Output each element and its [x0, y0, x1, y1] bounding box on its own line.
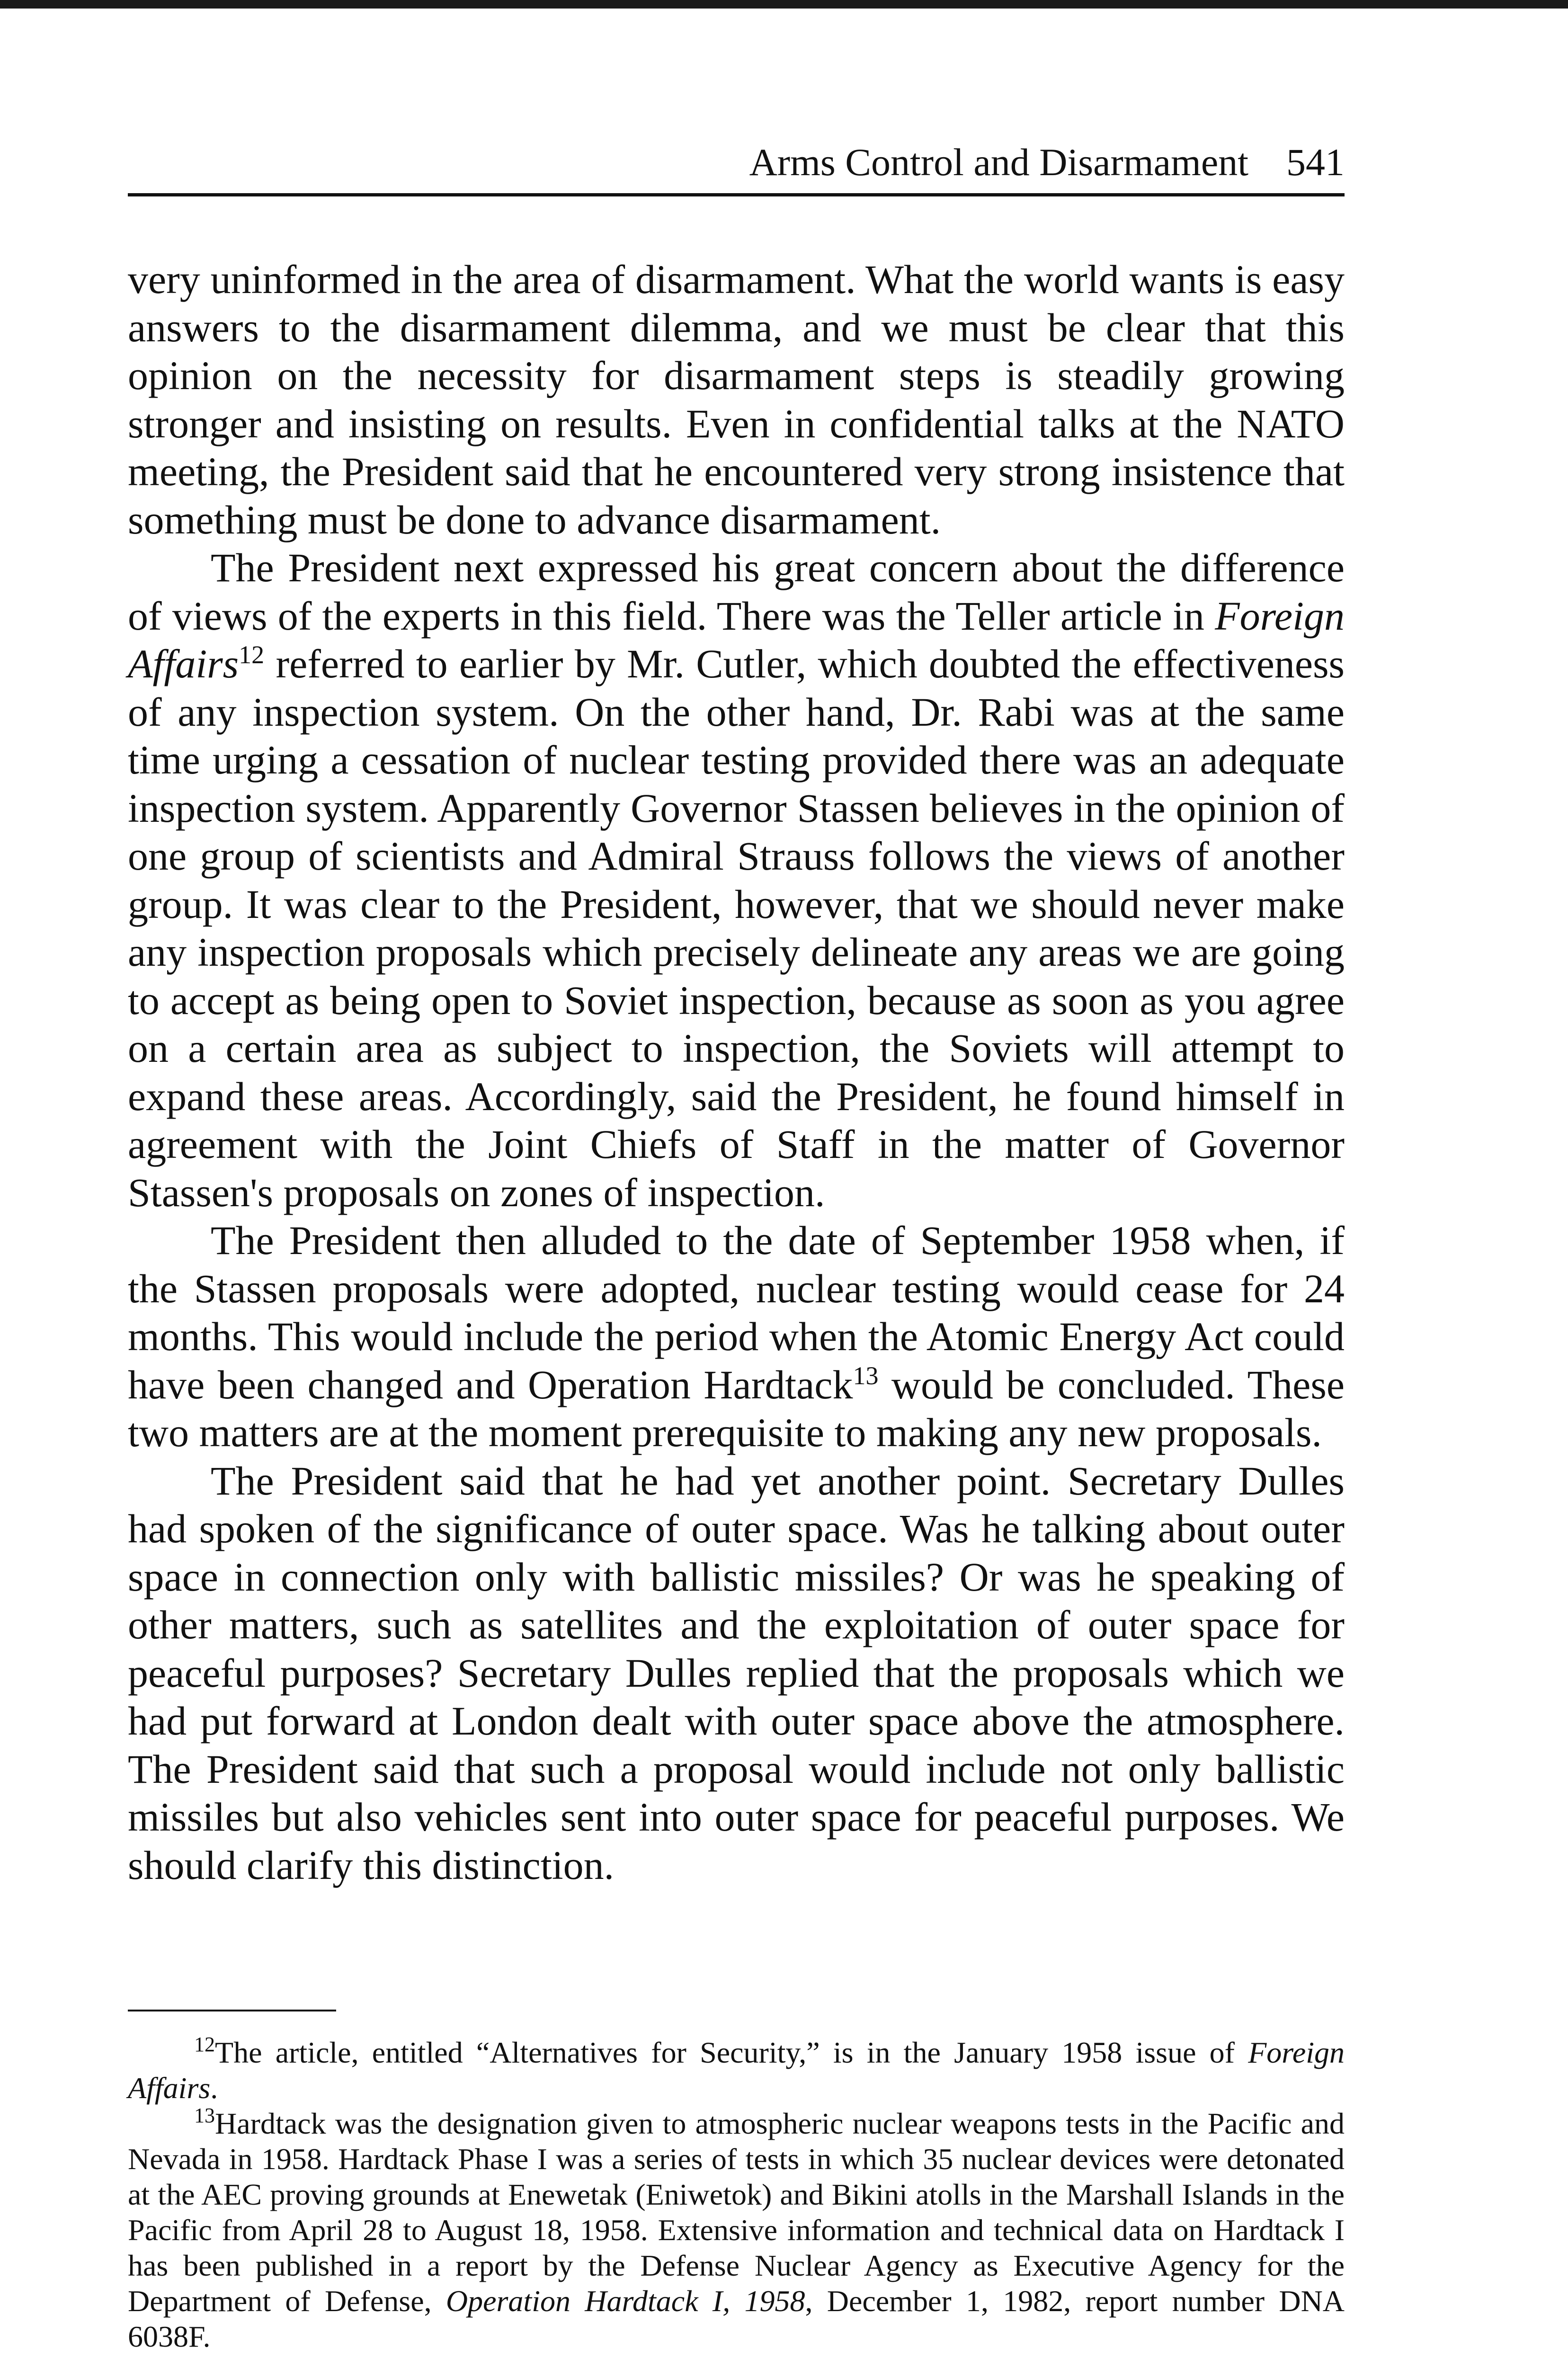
paragraph-1-text: very uninformed in the area of disarmament. What the world wants is easy answers to the disarmament dilemma, and we must be clear that this opinion on the necessity for disarmament steps is steadily growing stronger and insisting on results. Even in confidential talks at the NATO meeting, the President said that he encountered very strong insistence that something must be done to advance disarmament. — [128, 257, 1345, 543]
note-reference-12: 12 — [239, 641, 265, 669]
paragraph-3 — [128, 1217, 1345, 1457]
running-head-title: Arms Control and Disarmament — [749, 141, 1248, 184]
paragraph-1 — [128, 256, 1345, 544]
paragraph-2-text-b: referred to earlier by Mr. Cutler, which doubted the effectiveness of any inspection system. On the other hand, Dr. Rabi was at the same time urging a cessation of nuclear testing provided there was an adequate inspection system. Apparently Governor Stassen believes in the opinion of one group of scientists and Admiral Strauss follows the views of another group. It was clear to the President, however, that we should never make any inspection proposals which precisely delineate any areas we are going to accept as being open to Soviet inspection, because as soon as you agree on a certain area as subject to inspection, the Soviets will attempt to expand these areas. Accordingly, said the President, he found himself in agreement with the Joint Chiefs of Staff in the matter of Governor Stassen's proposals on zones of inspection. — [128, 641, 1345, 1215]
note-reference-13: 13 — [853, 1361, 879, 1390]
paragraph-4-text: The President said that he had yet another point. Secretary Dulles had spoken of the significance of outer space. Was he talking about outer space in connection only with ballistic missiles? Or was he speaking of other matters, such as satellites and the exploitation of outer space for peaceful purposes? Secretary Dulles replied that the proposals which we had put forward at London dealt with outer space above the atmosphere. The President said that such a proposal would include not only ballistic missiles but also vehicles sent into outer space for peaceful purposes. We should clarify this distinction. — [128, 1458, 1345, 1888]
footnote-separator — [128, 2010, 336, 2011]
footnote-13 — [128, 2106, 1345, 2354]
footnotes — [128, 2035, 1345, 2354]
journal-title-foreign-affairs: Foreign Affairs — [128, 593, 1345, 686]
footnote-12 — [128, 2035, 1345, 2106]
footnote-13-text-b: , December 1, 1982, report number DNA 6038F. — [128, 2284, 1345, 2353]
paragraph-3-text-a: The President then alluded to the date of September 1958 when, if the Stassen proposals were adopted, nuclear testing would cease for 24 months. This would include the period when the Atomic Energy Act could have been changed and Operation Hardtack — [128, 1218, 1345, 1407]
paragraph-4 — [128, 1457, 1345, 1890]
footnote-13-report-title: Operation Hardtack I, 1958 — [445, 2284, 805, 2318]
footnote-12-journal-title: Foreign Affairs — [128, 2036, 1345, 2105]
footnote-13-text-a: Hardtack was the designation given to atmospheric nuclear weapons tests in the Pacific and Nevada in 1958. Hardtack Phase I was a series of tests in which 35 nuclear devices were detonated at the AEC proving grounds at Enewetak (Eniwetok) and Bikini atolls in the Marshall Islands in the Pacific from April 28 to August 18, 1958. Extensive information and technical data on Hardtack I has been published in a report by the Defense Nuclear Agency as Executive Agency for the Department of Defense, — [128, 2107, 1345, 2318]
paragraph-2 — [128, 544, 1345, 1217]
paragraph-3-text-b: would be concluded. These two matters are at the moment prerequisite to making any new proposals. — [128, 1361, 1345, 1455]
page-number: 541 — [1286, 141, 1345, 184]
paragraph-2-text-a: The President next expressed his great concern about the difference of views of the experts in this field. There was the Teller article in — [128, 545, 1345, 639]
header-rule — [128, 193, 1345, 196]
footnote-12-text-a: The article, entitled “Alternatives for Security,” is in the January 1958 issue of — [215, 2036, 1248, 2069]
footnote-12-text-b: . — [210, 2071, 218, 2105]
running-head — [128, 136, 1345, 188]
page-top-edge — [0, 0, 1568, 9]
footnote-12-number: 12 — [194, 2033, 215, 2056]
footnote-13-number: 13 — [194, 2104, 215, 2127]
body-text — [128, 256, 1345, 1889]
